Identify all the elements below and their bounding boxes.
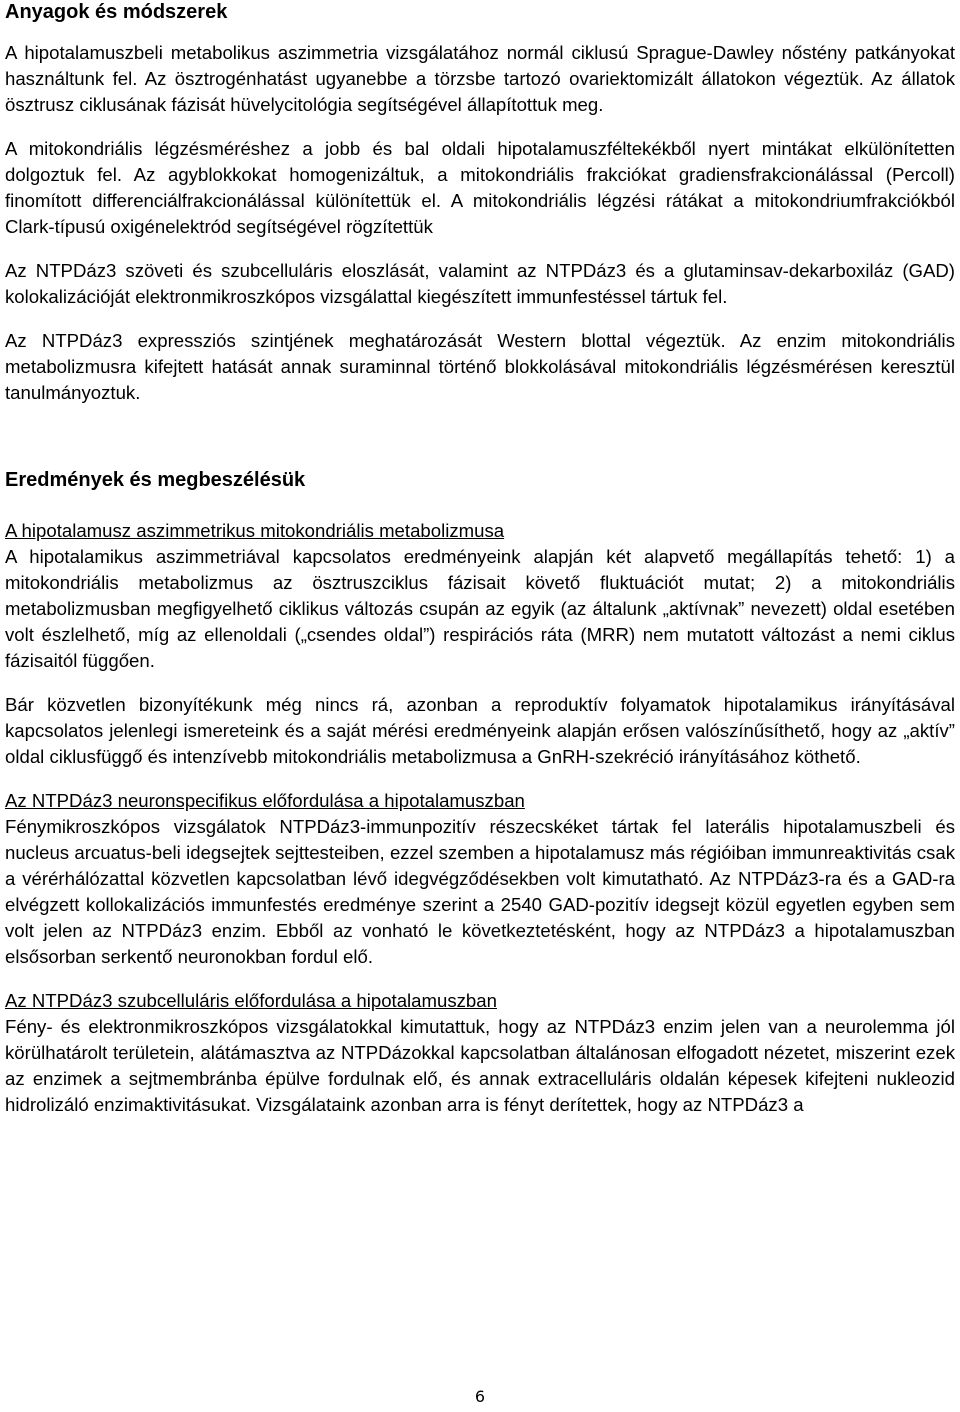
methods-paragraph: Az NTPDáz3 expressziós szintjének meghatározását Western blottal végeztük. Az enzim mitokondriális metabolizmusra kifejtett hatását annak suraminnal történő blokkolásával mitokondriális légzésmérésen keresztül tanulmányoztuk. [5,330,955,403]
methods-paragraph: Az NTPDáz3 szöveti és szubcelluláris eloszlását, valamint az NTPDáz3 és a glutaminsav-dekarboxiláz (GAD) kolokalizációját elektronmikroszkópos vizsgálattal kiegészített immunfestéssel tártuk fel. [5,260,955,307]
results-heading: Eredmények és megbeszélésük [5,469,306,491]
results-paragraph: A hipotalamikus aszimmetriával kapcsolatos eredményeink alapján két alapvető megállapítás tehető: 1) a mitokondriális metabolizmus az ösztruszciklus fázisait követő fluktuációt mutat; 2) a mitokondriális metabolizmusban megfigyelhető ciklikus változás csupán az egyik (az általunk „aktívnak” nevezett) oldal esetében volt észlelhető, míg az ellenoldali („csendes oldal”) respirációs ráta (MRR) nem mutatott változást a nemi ciklus fázisaitól függően. [5,546,955,671]
subsection-title: Az NTPDáz3 szubcelluláris előfordulása a hipotalamuszban [5,990,497,1011]
methods-paragraph: A mitokondriális légzésméréshez a jobb és bal oldali hipotalamuszféltekékből nyert mintákat elkülönítetten dolgoztuk fel. Az agyblokkokat homogenizáltuk, a mitokondriális frakciókat gradiensfrakcionálással (Percoll) finomított differenciálfrakcionálással különítettük el. A mitokondriális légzési rátákat a mitokondriumfrakciókból Clark-típusú oxigénelektród segítségével rögzítettük [5,138,955,237]
subsection-title: Az NTPDáz3 neuronspecifikus előfordulása a hipotalamuszban [5,790,525,811]
document-page [5,0,955,1118]
subsection-title: A hipotalamusz aszimmetrikus mitokondriális metabolizmusa [5,520,505,541]
results-paragraph: Bár közvetlen bizonyítékunk még nincs rá, azonban a reproduktív folyamatok hipotalamikus irányításával kapcsolatos jelenlegi ismereteink és a saját mérési eredményeink alapján erősen valószínűsíthető, hogy az „aktív” oldal ciklusfüggő és intenzívebb mitokondriális metabolizmusa a GnRH-szekréció irányításához köthető. [5,694,955,767]
results-paragraph: Fénymikroszkópos vizsgálatok NTPDáz3-immunpozitív részecskéket tártak fel laterális hipotalamuszbeli és nucleus arcuatus-beli idegsejtek sejttesteiben, ezzel szemben a hipotalamusz más régióiban immunreaktivitás csak a vérérhálózattal közvetlen kapcsolatban lévő idegvégződésekben volt kimutatható. Az NTPDáz3-ra és a GAD-ra elvégzett kollokalizációs immunfestés eredménye szerint a 2540 GAD-pozitív idegsejt közül egyetlen egyben sem volt jelen az NTPDáz3 enzim. Ebből az vonható le következtetésként, hogy az NTPDáz3 a hipotalamuszban elsősorban serkentő neuronokban fordul elő. [5,816,955,967]
methods-heading: Anyagok és módszerek [5,1,228,23]
page-number: 6 [474,1387,486,1406]
results-paragraph: Fény- és elektronmikroszkópos vizsgálatokkal kimutattuk, hogy az NTPDáz3 enzim jelen van a neurolemma jól körülhatárolt területein, alátámasztva az NTPDázokkal kapcsolatban általánosan elfogadott nézetet, miszerint ezek az enzimek a sejtmembránba épülve fordulnak elő, és annak extracelluláris oldalán képesek kifejteni nukleozid hidrolizáló enzimaktivitásukat. Vizsgálataink azonban arra is fényt derítettek, hogy az NTPDáz3 a [5,1016,955,1115]
methods-paragraph: A hipotalamuszbeli metabolikus aszimmetria vizsgálatához normál ciklusú Sprague-Dawley nőstény patkányokat használtunk fel. Az ösztrogénhatást ugyanebbe a törzsbe tartozó ovariektomizált állatokon végeztük. Az állatok ösztrusz ciklusának fázisát hüvelycitológia segítségével állapítottuk meg. [5,42,955,115]
